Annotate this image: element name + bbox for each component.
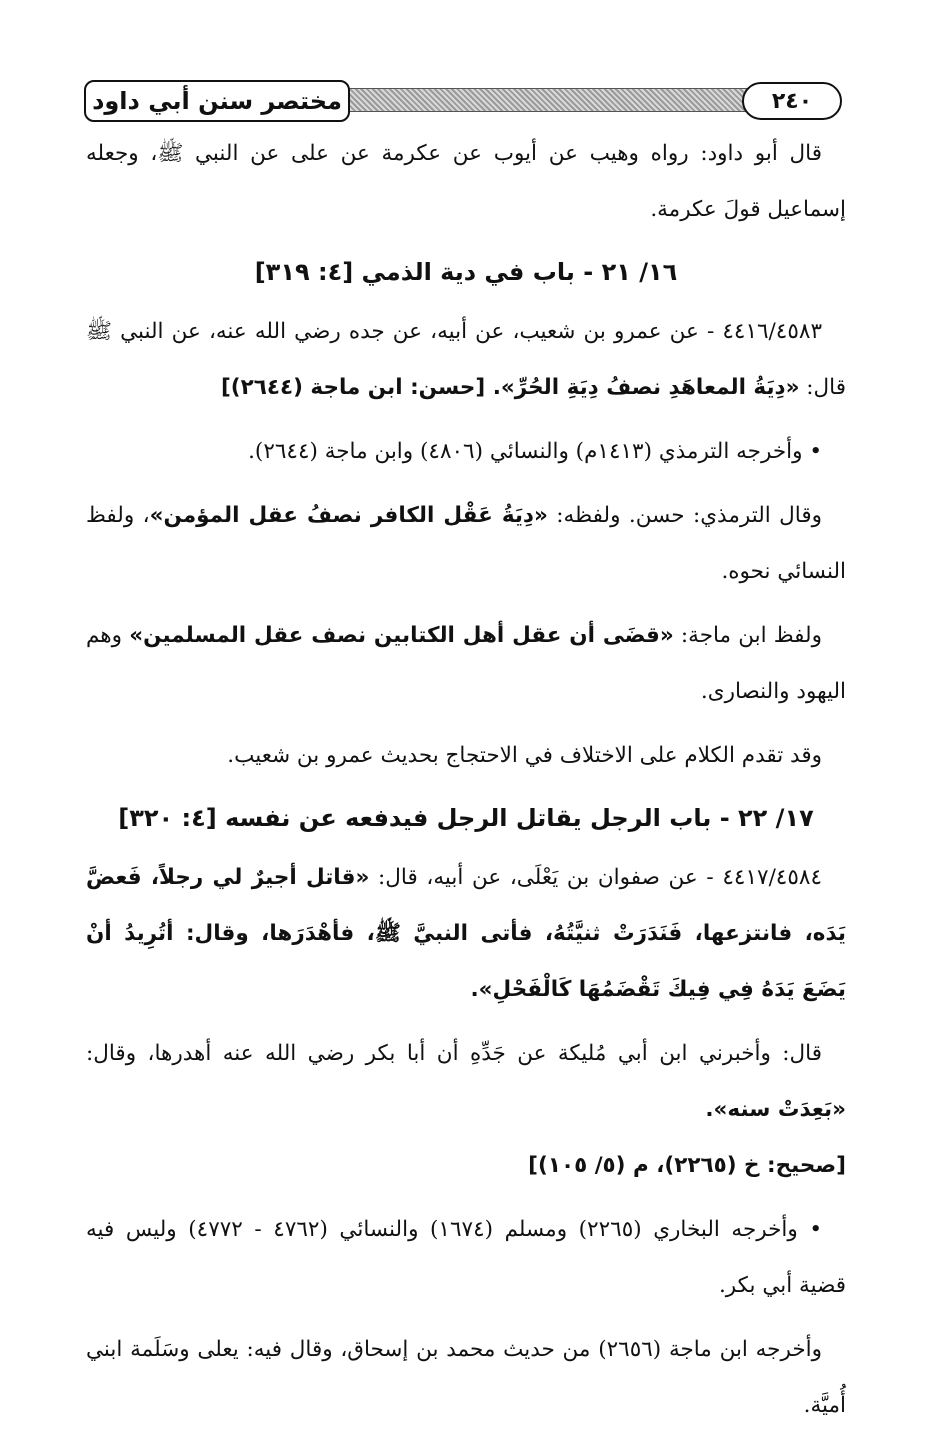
ibn-majah-narration-note: وأخرجه ابن ماجة (٢٦٥٦) من حديث محمد بن إسحاق، وقال فيه: يعلى وسَلَمة ابني أُميَّة.: [86, 1337, 846, 1418]
hadith-4583-grade: [حسن: ابن ماجة (٢٦٤٤)]: [220, 375, 493, 400]
hadith-4584-chain: ٤٤١٧/٤٥٨٤ - عن صفوان بن يَعْلَى، عن أبيه، قال:: [369, 865, 823, 890]
paragraph-abu-dawud-note: قال أبو داود: رواه وهيب عن أيوب عن عكرمة عن على عن النبي ﷺ، وجعله إسماعيل قولَ عكرمة.: [86, 141, 846, 222]
tirmidhi-wording-quote: «دِيَةُ عَقْل الكافر نصفُ عقل المؤمن»: [149, 503, 548, 528]
page-number: ٢٤٠: [742, 82, 842, 120]
tirmidhi-wording: [86, 488, 846, 600]
hadith-4583: [86, 304, 846, 416]
abu-bakr-report: [86, 1026, 846, 1138]
page-body: [86, 126, 846, 1434]
abu-bakr-report-intro: قال: وأخبرني ابن أبي مُليكة عن جَدِّهِ أن أبا بكر رضي الله عنه أهدرها، وقال:: [86, 1041, 822, 1066]
tirmidhi-wording-intro: وقال الترمذي: حسن. ولفظه:: [547, 503, 822, 528]
chapter-heading-self-defense: ١٧/ ٢٢ - باب الرجل يقاتل الرجل فيدفعه عن نفسه [٤: ٣٢٠]: [118, 804, 814, 832]
hadith-4584: [86, 850, 846, 1018]
abu-bakr-report-quote: «بَعِدَتْ سنه».: [705, 1097, 846, 1122]
hadith-4584-text: «قاتل أجيرٌ لي رجلاً، فَعضَّ يَدَه، فانتزعها، فَنَدَرَتْ ثنيَّتُهُ، فأتى النبيَّ ﷺ، فأهْدَرَها، وقال: أتُرِيدُ أنْ يَضَعَ يَدَهُ فِي فِيكَ تَقْضَمُهَا كَالْفَحْلِ».: [86, 865, 846, 1002]
hadith-4583-chain: ٤٤١٦/٤٥٨٣ - عن عمرو بن شعيب، عن أبيه، عن جده رضي الله عنه، عن النبي ﷺ قال:: [86, 319, 846, 400]
chapter-heading-dhimmi-blood-money: ١٦/ ٢١ - باب في دية الذمي [٤: ٣١٩]: [254, 258, 678, 286]
ibn-majah-wording: [86, 608, 846, 720]
book-title: مختصر سنن أبي داود: [84, 80, 350, 122]
tirmidhi-wording-end: ، ولفظ النسائي نحوه.: [86, 503, 846, 584]
page-header: [78, 78, 848, 122]
ibn-majah-wording-quote: «قضَى أن عقل أهل الكتابين نصف عقل المسلمين»: [129, 623, 674, 648]
ibn-majah-wording-end: وهم اليهود والنصارى.: [86, 623, 846, 704]
amr-ibn-shuayb-note: وقد تقدم الكلام على الاختلاف في الاحتجاج بحديث عمرو بن شعيب.: [227, 743, 822, 768]
takhrij-4584: • وأخرجه البخاري (٢٢٦٥) ومسلم (١٦٧٤) والنسائي (٤٧٦٢ - ٤٧٧٢) وليس فيه قضية أبي بكر.: [86, 1217, 846, 1298]
hadith-4583-text: «دِيَةُ المعاهَدِ نصفُ دِيَةِ الحُرِّ».: [492, 375, 800, 400]
ibn-majah-wording-intro: ولفظ ابن ماجة:: [673, 623, 822, 648]
takhrij-4583: • وأخرجه الترمذي (١٤١٣م) والنسائي (٤٨٠٦) وابن ماجة (٢٦٤٤).: [248, 439, 822, 464]
hadith-4584-grade: [صحيح: خ (٢٢٦٥)، م (٥/ ١٠٥)]: [528, 1153, 846, 1178]
